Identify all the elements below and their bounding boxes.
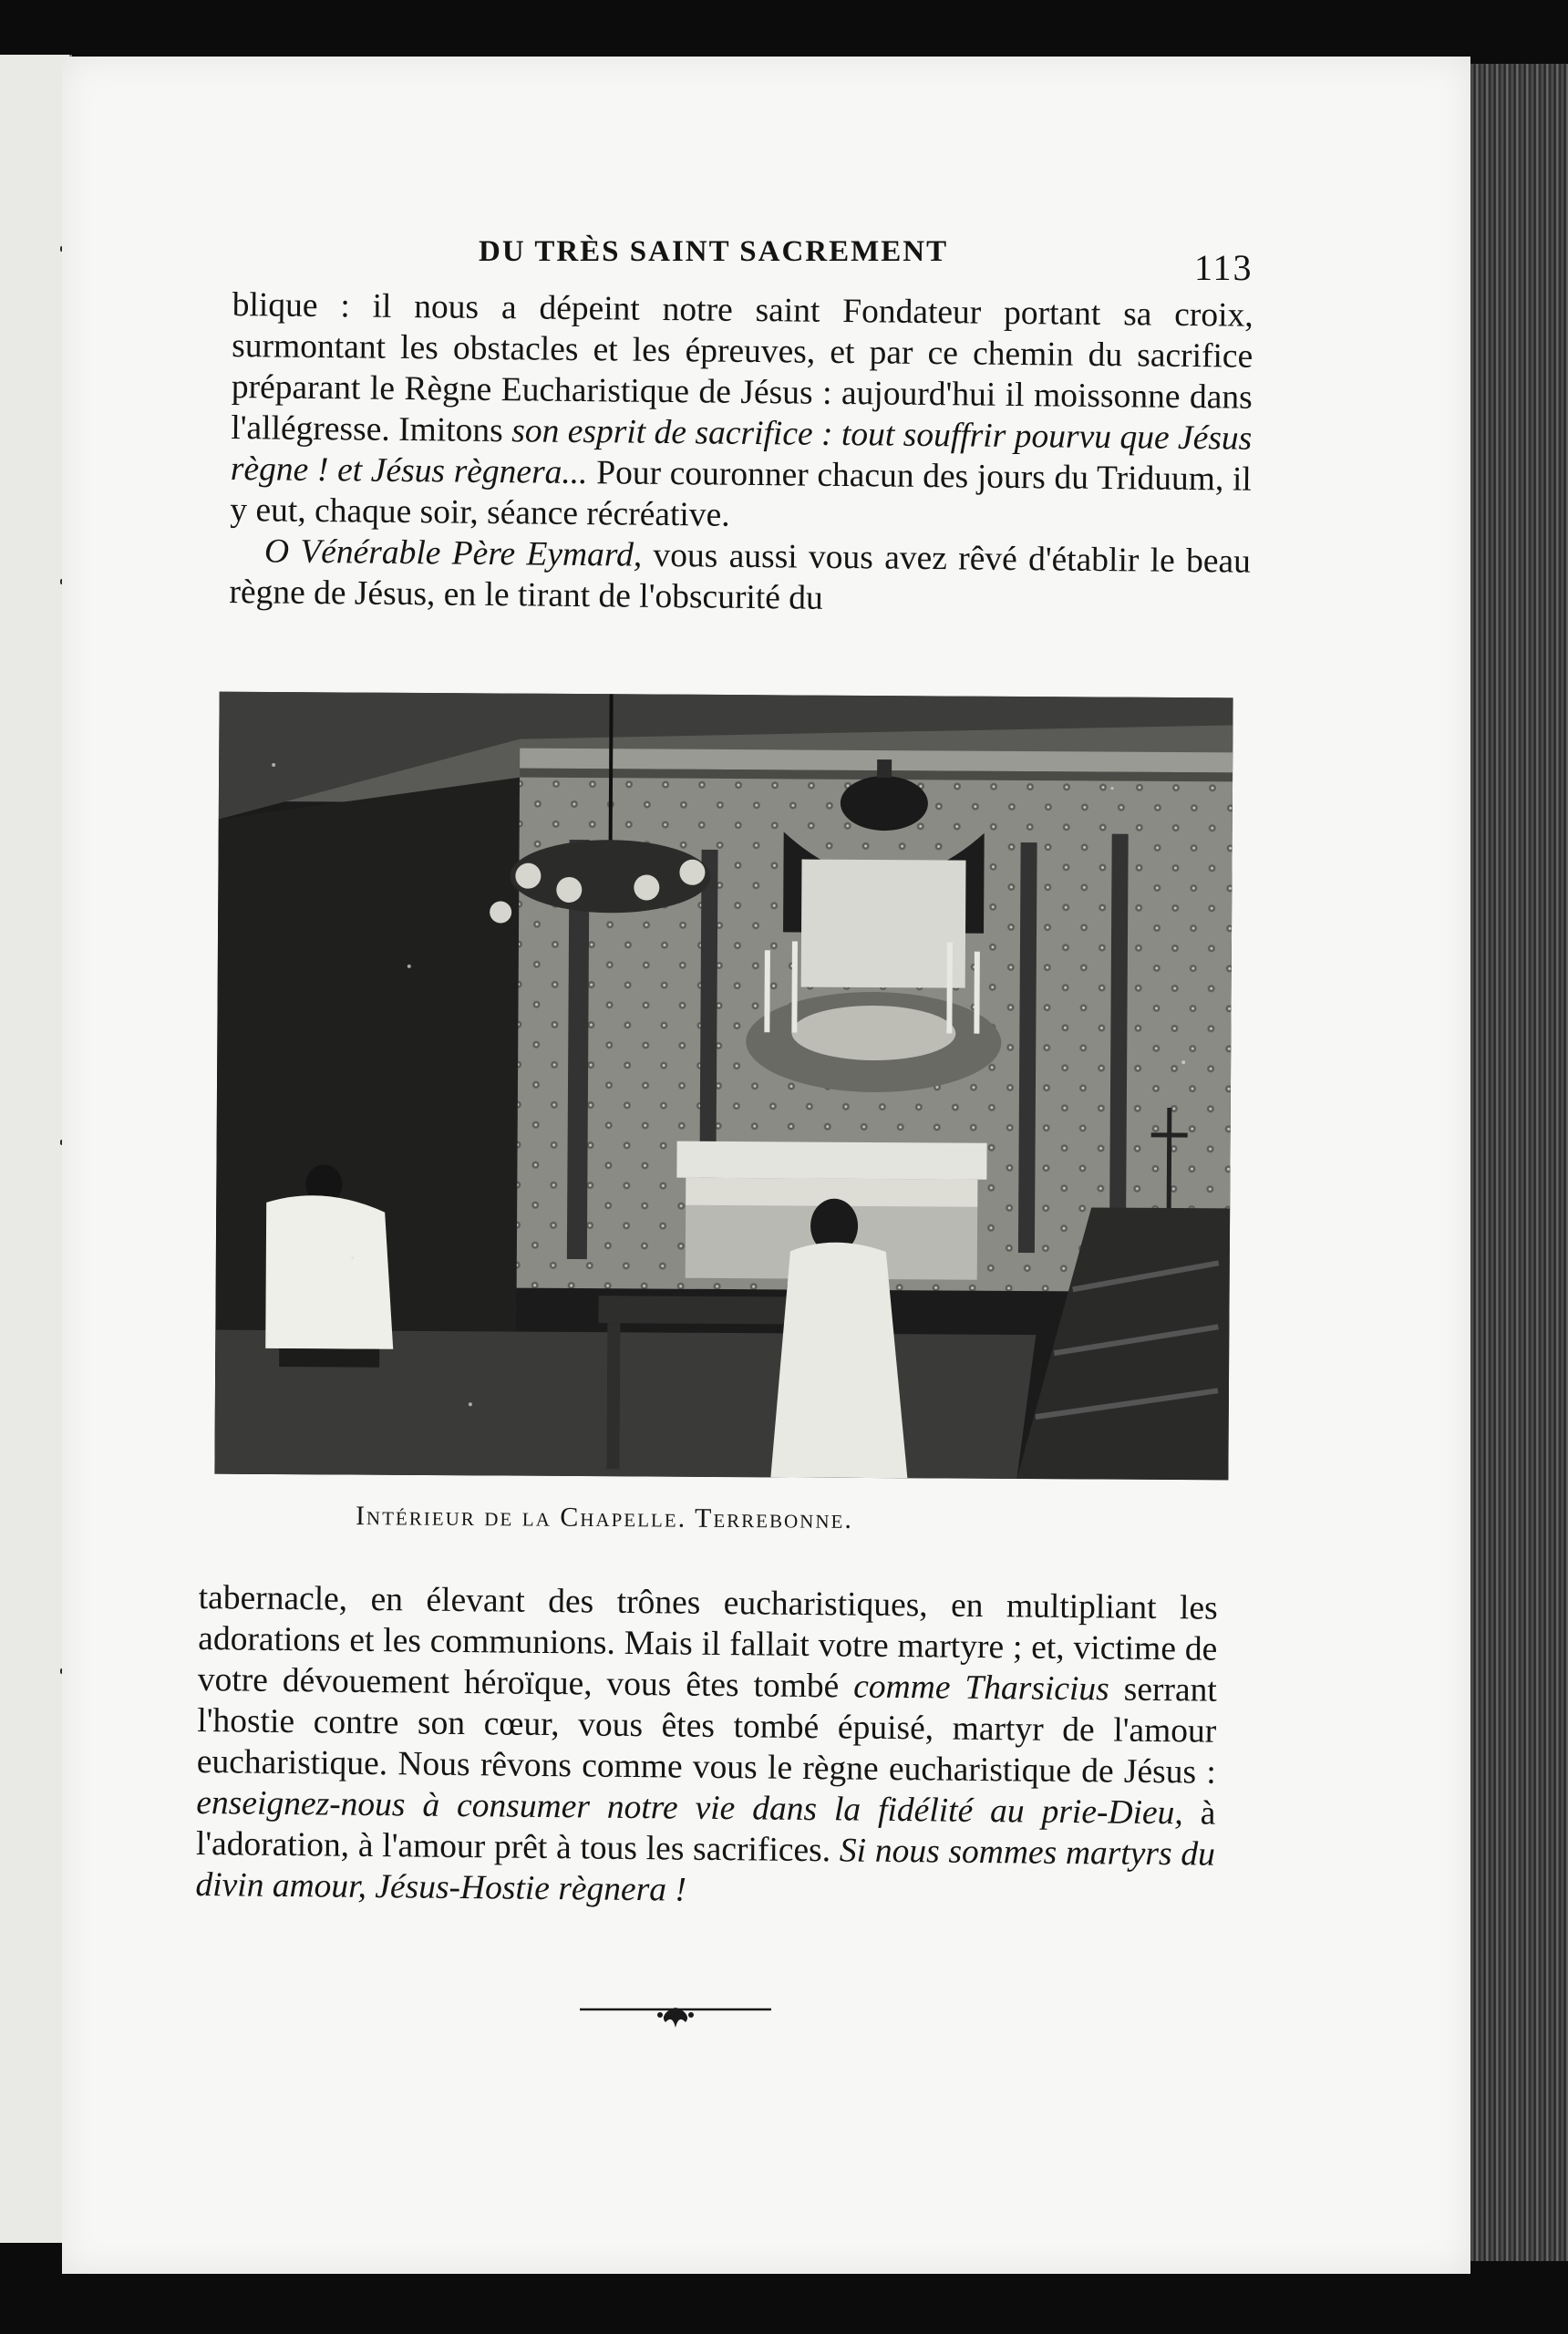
paragraph-text: tabernacle, en élevant des trônes eucharistiques, en multipliant les adorations et les communions. Mais il fallait votre martyre ; et, victime de votre dévouement héroïque, vous êtes tombé (197, 1578, 1218, 1706)
italic-quote: son esprit de sacrifice : tout souffrir pourvu que Jésus règne ! et Jésus règnera... (230, 412, 1253, 492)
chapel-interior-illustration (214, 692, 1233, 1481)
fleuron-ornament (580, 1997, 771, 2033)
paragraph-text: à l'adoration, à l'amour prêt à tous les sacrifices. (195, 1794, 1216, 1870)
paragraph-text: vous aussi vous avez rêvé d'établir le beau règne de Jésus, en le tirant de l'obscurité du (229, 536, 1252, 617)
paragraph-continuation (230, 284, 1253, 542)
paragraph-text: Pour couronner chacun des jours du Triduum, il y eut, chaque soir, séance récréative. (230, 454, 1253, 534)
paragraph-text: blique : il nous a dépeint notre saint Fondateur portant sa croix, surmontant les obstacles et les épreuves, et par ce chemin du sacrifice préparant le Règne Eucharistique de Jésus : aujourd'hui il moissonne dans l'allégresse. Imitons (231, 285, 1253, 450)
italic-name: comme Tharsicius (853, 1668, 1109, 1709)
chapel-photograph (214, 692, 1233, 1481)
page-number: 113 (1194, 247, 1253, 288)
italic-name: O Vénérable Père Eymard, (263, 532, 643, 574)
running-header: DU TRÈS SAINT SACREMENT (479, 235, 949, 268)
italic-quote: Si nous sommes martyrs du divin amour, Jésus-Hostie règnera ! (195, 1832, 1216, 1909)
text-block-top (229, 284, 1253, 624)
paragraph-text: serrant l'hostie contre son cœur, vous êtes tombé épuisé, martyr de l'amour eucharistique. Nous rêvons comme vous le règne eucharistique de Jésus : (196, 1670, 1217, 1792)
paragraph-continuation (195, 1577, 1218, 1916)
text-block-bottom (195, 1577, 1218, 1916)
italic-quote: enseignez-nous à consumer notre vie dans la fidélité au prie-Dieu, (196, 1783, 1183, 1833)
figure-caption: Intérieur de la Chapelle. Terrebonne. (355, 1501, 854, 1534)
paragraph-invocation (229, 531, 1251, 624)
